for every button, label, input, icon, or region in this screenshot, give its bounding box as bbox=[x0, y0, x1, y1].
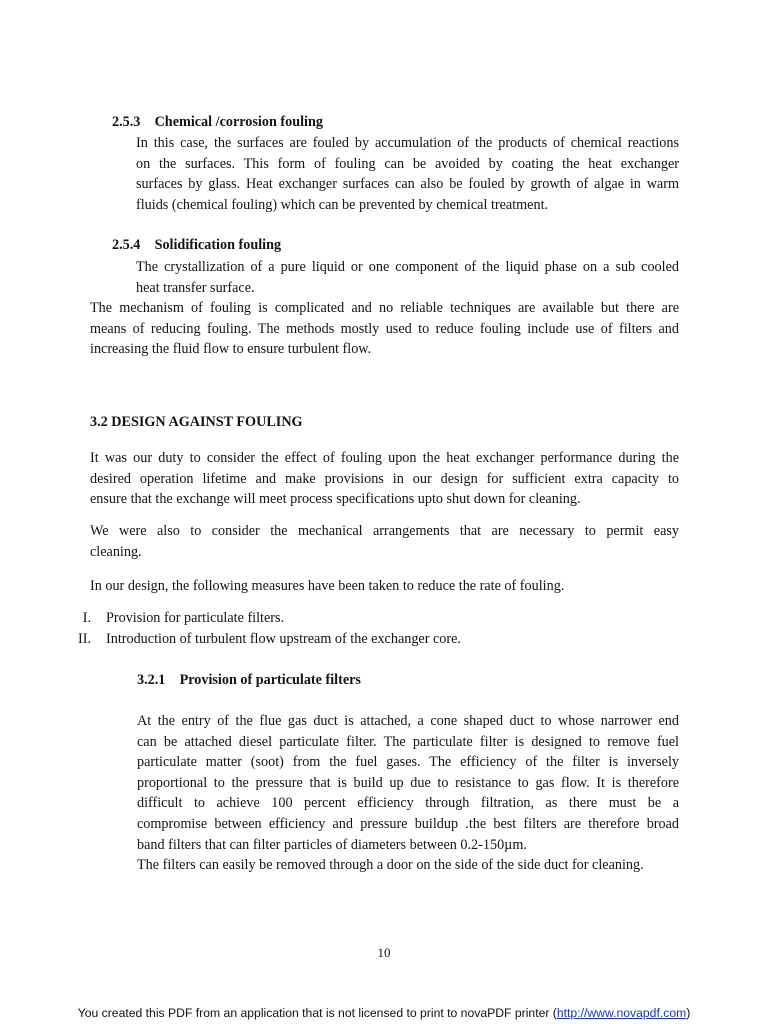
text-line: surfaces by glass. Heat exchanger surfaces can also be fouled by growth of algae in warm bbox=[136, 176, 679, 193]
text-line: The crystallization of a pure liquid or one component of the liquid phase on a sub cooled bbox=[136, 259, 679, 275]
section-heading-3-2-1 bbox=[137, 672, 361, 689]
text-line: The mechanism of fouling is complicated and no reliable techniques are available but there are bbox=[90, 300, 679, 316]
page-number: 10 bbox=[377, 945, 391, 960]
list-text: Introduction of turbulent flow upstream of the exchanger core. bbox=[106, 631, 461, 647]
text-line: The filters can easily be removed through a door on the side of the side duct for cleaning. bbox=[137, 857, 644, 874]
section-number: 3.2.1 bbox=[137, 672, 166, 688]
text-line: particulate matter (soot) from the fuel gases. The efficiency of the filter is inversely bbox=[137, 754, 679, 771]
text-line: compromise between efficiency and pressure buildup .the best filters are therefore broad bbox=[137, 815, 679, 832]
paragraph-measures-intro: In our design, the following measures have been taken to reduce the rate of fouling. bbox=[90, 578, 565, 594]
section-heading-2-5-3 bbox=[112, 114, 323, 131]
list-item bbox=[61, 631, 461, 648]
list-number: II. bbox=[78, 631, 91, 647]
text-line: increasing the fluid flow to ensure turbulent flow. bbox=[90, 341, 372, 358]
paragraph-particulate-filters bbox=[137, 711, 679, 876]
text-line: can be attached diesel particulate filter. The particulate filter is designed to remove fuel bbox=[137, 733, 679, 750]
paragraph-mechanical-arrangements bbox=[90, 521, 679, 562]
text-line: fluids (chemical fouling) which can be prevented by chemical treatment. bbox=[136, 196, 549, 213]
section-number: 2.5.3 bbox=[112, 114, 141, 130]
section-heading-3-2: 3.2 DESIGN AGAINST FOULING bbox=[90, 414, 303, 430]
section-title: Provision of particulate filters bbox=[179, 672, 361, 688]
text-line: heat transfer surface. bbox=[136, 279, 255, 296]
text-line: ensure that the exchange will meet process specifications upto shut down for cleaning. bbox=[90, 491, 581, 508]
list-text: Provision for particulate filters. bbox=[106, 610, 285, 626]
text-line: proportional to the pressure that is build up due to resistance to gas flow. It is therefore bbox=[137, 774, 679, 791]
paragraph-fouling-mechanism bbox=[90, 298, 679, 360]
text-line: desired operation lifetime and make provisions in our design for sufficient extra capacity to bbox=[90, 470, 679, 487]
text-line: band filters that can filter particles of diameters between 0.2-150µm. bbox=[137, 836, 527, 853]
text-line: difficult to achieve 100 percent efficiency through filtration, as there must be a bbox=[137, 795, 679, 812]
text-line: means of reducing fouling. The methods mostly used to reduce fouling include use of filters and bbox=[90, 320, 679, 337]
paragraph-design-duty bbox=[90, 448, 679, 510]
novapdf-link[interactable]: http://www.novapdf.com bbox=[556, 1006, 687, 1020]
footer-close: ) bbox=[686, 1006, 691, 1020]
text-line: It was our duty to consider the effect of fouling upon the heat exchanger performance during the bbox=[90, 450, 679, 466]
novapdf-footer bbox=[0, 1006, 768, 1020]
section-title: Chemical /corrosion fouling bbox=[154, 114, 323, 130]
text-line: In this case, the surfaces are fouled by accumulation of the products of chemical reactions bbox=[136, 135, 679, 151]
text-line: At the entry of the flue gas duct is attached, a cone shaped duct to whose narrower end bbox=[137, 713, 679, 729]
text-line: on the surfaces. This form of fouling can be avoided by coating the heat exchanger bbox=[136, 155, 679, 172]
text-line: cleaning. bbox=[90, 543, 142, 560]
text-line: We were also to consider the mechanical arrangements that are necessary to permit easy bbox=[90, 523, 679, 539]
paragraph-solidification-fouling bbox=[136, 257, 679, 298]
list-number: I. bbox=[82, 610, 91, 626]
section-title: Solidification fouling bbox=[154, 237, 282, 253]
section-heading-2-5-4 bbox=[112, 237, 281, 254]
paragraph-chemical-fouling bbox=[136, 133, 679, 215]
section-number: 2.5.4 bbox=[112, 237, 141, 253]
list-item bbox=[61, 610, 284, 627]
footer-text: You created this PDF from an application that is not licensed to print to novaPDF printer ( bbox=[77, 1006, 557, 1020]
